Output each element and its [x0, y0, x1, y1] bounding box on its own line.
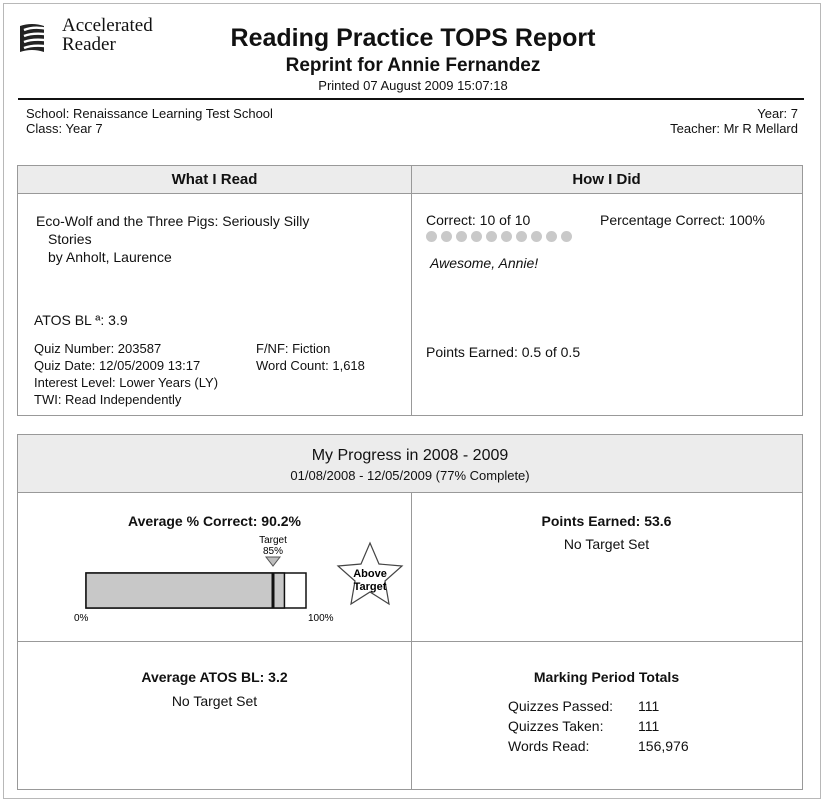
- percentage-correct: Percentage Correct: 100%: [600, 212, 765, 228]
- progress-header: [18, 435, 802, 493]
- avg-atos-note: No Target Set: [171, 693, 258, 709]
- column-divider: [411, 166, 412, 415]
- year-value: Year: 7: [757, 106, 798, 121]
- progress-row-divider: [18, 641, 802, 642]
- fiction-nonfiction: F/NF: Fiction: [256, 341, 331, 356]
- points-earned-quiz: Points Earned: 0.5 of 0.5: [426, 344, 581, 360]
- correct-dot: [501, 231, 512, 242]
- logo-line2: Reader: [62, 34, 116, 55]
- book-title-line2: Stories: [48, 231, 92, 247]
- row-value: 156,976: [638, 738, 689, 754]
- target-label: Target: [259, 535, 287, 546]
- marking-period-row: [508, 736, 689, 756]
- school-info: [26, 106, 273, 136]
- quiz-details: [34, 340, 218, 408]
- correct-dot: [486, 231, 497, 242]
- book-author: by Anholt, Laurence: [48, 249, 172, 265]
- avg-correct-bar-chart: [58, 533, 418, 629]
- year-info: [670, 106, 798, 136]
- book-title-line1: Eco-Wolf and the Three Pigs: Seriously Silly: [36, 213, 310, 229]
- school-name: School: Renaissance Learning Test School: [26, 106, 273, 121]
- encouragement-message: Awesome, Annie!: [430, 255, 539, 271]
- marking-period-table: [508, 696, 689, 756]
- badge-line1: Above: [353, 568, 387, 580]
- correct-dot: [516, 231, 527, 242]
- printed-date: Printed 07 August 2009 15:07:18: [318, 78, 508, 93]
- book-title: [36, 212, 309, 266]
- interest-level: Interest Level: Lower Years (LY): [34, 375, 219, 390]
- points-earned-note: No Target Set: [563, 536, 650, 552]
- correct-dot: [426, 231, 437, 242]
- logo-line1: Accelerated: [62, 15, 153, 36]
- marking-period-row: [508, 716, 689, 736]
- row-name: Quizzes Passed:: [508, 698, 614, 714]
- target-value: 85%: [262, 546, 284, 557]
- report-title: Reading Practice TOPS Report: [230, 24, 596, 52]
- correct-dot: [546, 231, 557, 242]
- row-name: Words Read:: [508, 738, 590, 754]
- marking-period-label: Marking Period Totals: [533, 669, 680, 685]
- row-name: Quizzes Taken:: [508, 718, 604, 734]
- class-name: Class: Year 7: [26, 121, 103, 136]
- book-details: [256, 340, 365, 374]
- teacher-name: Teacher: Mr R Mellard: [670, 121, 798, 136]
- atos-bl: ATOS BL ª: 3.9: [34, 312, 128, 328]
- how-i-did-header: How I Did: [411, 166, 802, 194]
- quiz-result-box: [17, 165, 803, 416]
- quiz-date: Quiz Date: 12/05/2009 13:17: [34, 358, 201, 373]
- row-value: 111: [638, 718, 660, 734]
- scale-min: 0%: [74, 613, 89, 624]
- correct-dot: [441, 231, 452, 242]
- badge-line2: Target: [353, 581, 387, 593]
- correct-dots: [426, 229, 576, 247]
- twi: TWI: Read Independently: [34, 392, 182, 407]
- row-value: 111: [638, 698, 660, 714]
- points-earned-label: Points Earned: 53.6: [541, 513, 672, 529]
- progress-title: My Progress in 2008 - 2009: [311, 447, 509, 464]
- report-page: [3, 3, 821, 799]
- progress-box: [17, 434, 803, 790]
- report-subtitle: Reprint for Annie Fernandez: [285, 55, 541, 76]
- avg-atos-label: Average ATOS BL: 3.2: [141, 669, 288, 685]
- correct-dot: [561, 231, 572, 242]
- correct-count: Correct: 10 of 10: [426, 212, 531, 228]
- avg-correct-label: Average % Correct: 90.2%: [127, 513, 301, 529]
- marking-period-row: [508, 696, 689, 716]
- word-count: Word Count: 1,618: [256, 358, 365, 373]
- correct-dot: [471, 231, 482, 242]
- target-arrow-icon: [266, 557, 280, 566]
- bar-fill: [86, 573, 284, 608]
- correct-dot: [456, 231, 467, 242]
- what-i-read-header: What I Read: [18, 166, 411, 194]
- progress-range: 01/08/2008 - 12/05/2009 (77% Complete): [290, 468, 530, 483]
- quiz-number: Quiz Number: 203587: [34, 341, 162, 356]
- header-divider: [18, 98, 804, 100]
- correct-dot: [531, 231, 542, 242]
- scale-max: 100%: [308, 613, 334, 624]
